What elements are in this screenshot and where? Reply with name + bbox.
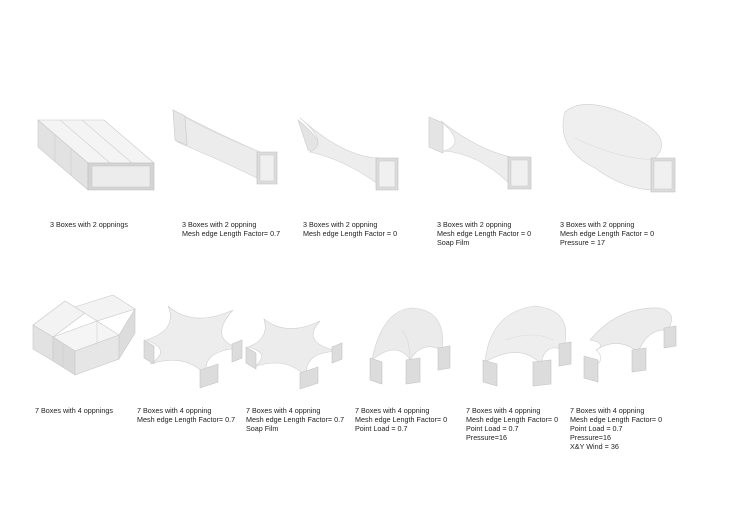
caption-line: 7 Boxes with 4 oppning [137, 406, 212, 415]
pressure-tube-figure [555, 98, 685, 203]
caption-line: 7 Boxes with 4 oppnings [35, 406, 113, 415]
caption-fig-5 [560, 220, 654, 247]
caption-line: Mesh edge Length Factor= 0.7 [137, 415, 236, 424]
caption-fig-7 [137, 406, 235, 424]
caption-line: 7 Boxes with 4 oppning [246, 406, 321, 415]
caption-line: Mesh edge Length Factor= 0 [355, 415, 448, 424]
caption-fig-1 [50, 220, 128, 229]
caption-line: Mesh edge Length Factor= 0.7 [182, 229, 281, 238]
caption-line: Point Load = 0.7 [355, 424, 408, 433]
caption-line: 7 Boxes with 4 oppning [466, 406, 541, 415]
caption-line: Mesh edge Length Factor= 0 [466, 415, 559, 424]
caption-line: Soap Film [246, 424, 279, 433]
caption-line: 7 Boxes with 4 oppning [570, 406, 645, 415]
wind-arch-figure [578, 300, 688, 395]
caption-line: 7 Boxes with 4 oppning [355, 406, 430, 415]
caption-fig-6 [35, 406, 113, 415]
caption-fig-11 [570, 406, 662, 451]
caption-fig-3 [303, 220, 397, 238]
caption-line: Soap Film [437, 238, 470, 247]
tube-mesh-figure [165, 100, 285, 200]
caption-line: Mesh edge Length Factor = 0 [437, 229, 532, 238]
caption-fig-8 [246, 406, 344, 433]
caption-fig-10 [466, 406, 558, 442]
cross-mesh-figure [138, 300, 248, 390]
caption-line: Mesh edge Length Factor = 0 [303, 229, 398, 238]
hourglass-tube-figure [290, 108, 410, 203]
caption-line: 3 Boxes with 2 oppning [560, 220, 635, 229]
caption-line: Mesh edge Length Factor = 0 [560, 229, 655, 238]
caption-line: Pressure=16 [570, 433, 611, 442]
caption-line: X&Y Wind = 36 [570, 442, 619, 451]
seven-boxes-figure [25, 295, 150, 385]
caption-line: Mesh edge Length Factor= 0.7 [246, 415, 345, 424]
caption-line: 3 Boxes with 2 oppning [182, 220, 257, 229]
three-boxes-figure [30, 105, 170, 200]
caption-fig-9 [355, 406, 447, 433]
caption-line: 3 Boxes with 2 oppning [303, 220, 378, 229]
pressure-arch-figure [475, 300, 585, 400]
caption-line: 3 Boxes with 2 oppning [437, 220, 512, 229]
caption-fig-2 [182, 220, 280, 238]
caption-line: Mesh edge Length Factor= 0 [570, 415, 663, 424]
caption-line: Point Load = 0.7 [466, 424, 519, 433]
caption-line: Pressure=16 [466, 433, 507, 442]
soap-film-tube-figure [423, 105, 543, 200]
caption-line: Point Load = 0.7 [570, 424, 623, 433]
point-load-arch-figure [362, 300, 462, 395]
caption-line: 3 Boxes with 2 oppnings [50, 220, 128, 229]
cross-soap-film-figure [242, 305, 347, 390]
caption-fig-4 [437, 220, 531, 247]
caption-line: Pressure = 17 [560, 238, 605, 247]
